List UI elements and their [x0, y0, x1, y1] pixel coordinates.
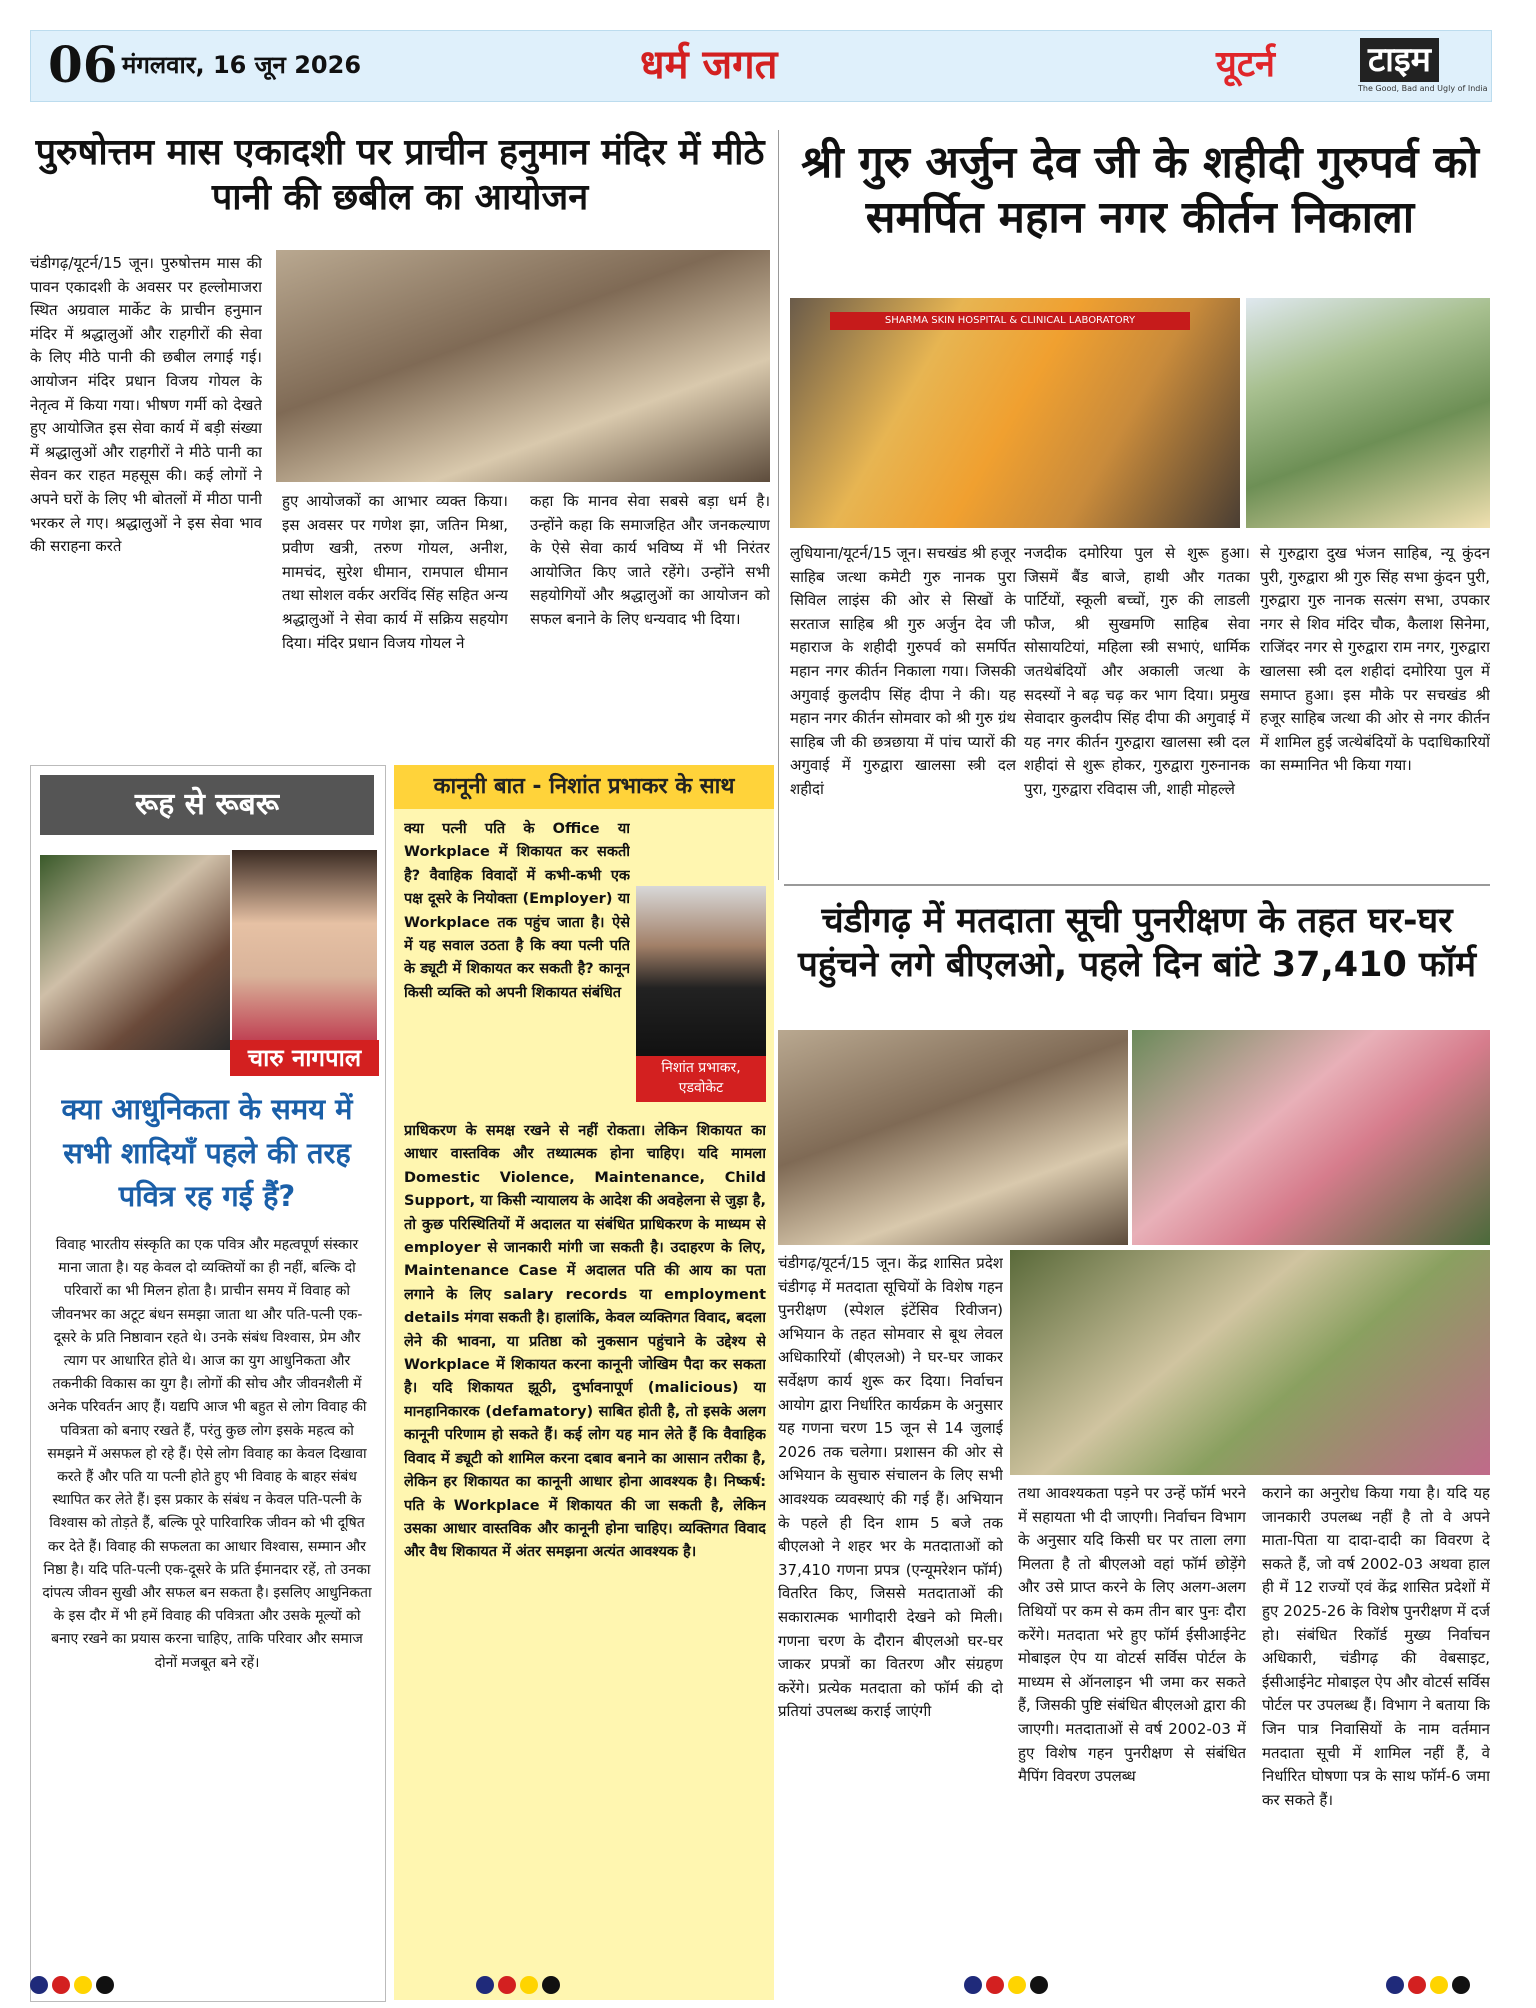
article2-col2: नजदीक दमोरिया पुल से शुरू हुआ। जिसमें बैंड बाजे, हाथी और गतका पार्टियों, स्कूली बच्चों, गुरु की लाडली फौज, श्री सुखमणि साहिब सेवा सोसायटियां, महिला स्त्री सभाएं, धार्मिक जतथेबंदियों और अकाली जत्था के सदस्यों ने बढ़ चढ़ कर भाग दिया। प्रमुख सेवादार कुलदीप सिंह दीपा की अगुवाई में यह नगर कीर्तन गुरुद्वारा खालसा स्त्री दल शहीदां से शुरू होकर, गुरुद्वारा गुरुनानक पुरा, गुरुद्वारा रविदास जी, शाही मोहल्ले — [1024, 544, 1250, 798]
registration-marks-center-right — [964, 1976, 1052, 1998]
lawyer-name: निशांत प्रभाकर, — [661, 1060, 741, 1076]
newspaper-logo — [1210, 34, 1490, 96]
logo-word-1: यूटर्न — [1216, 44, 1276, 85]
article5-headline: चंडीगढ़ में मतदाता सूची पुनरीक्षण के तहत घर-घर पहुंचने लगे बीएलओ, पहले दिन बांटे 37,410 फॉर्म — [797, 901, 1477, 985]
article5-photo-3 — [1010, 1250, 1490, 1475]
column-divider — [778, 130, 779, 880]
article5-photo-1 — [778, 1030, 1128, 1245]
article3-illustration — [40, 855, 235, 1050]
logo-tagline: The Good, Bad and Ugly of India — [1358, 84, 1488, 93]
article4-body-main: प्राधिकरण के समक्ष रखने से नहीं रोकता। लेकिन शिकायत का आधार वास्तविक और तथ्यात्मक होना चाहिए। यदि मामला Domestic Violence, Maintenance, Child Support, या किसी न्यायालय के आदेश की अवहेलना से जुड़ा है, तो कुछ परिस्थितियों में अदालत या संबंधित प्राधिकरण के माध्यम से employer से जानकारी मांगी जा सकती है। उदाहरण के लिए, Maintenance Case में अदालत पति की आय का पता लगाने के लिए salary records या employment details मंगवा सकती है। हालांकि, केवल व्यक्तिगत विवाद, बदला लेने की भावना, या प्रतिष्ठा को नुकसान पहुंचाने के उद्देश्य से Workplace में शिकायत करना कानूनी जोखिम पैदा कर सकता है। यदि शिकायत झूठी, दुर्भावनापूर्ण (malicious) या मानहानिकारक (defamatory) साबित होती है, तो इसके अलग कानूनी परिणाम हो सकते हैं। कई लोग यह मान लेते हैं कि वैवाहिक विवाद में ड्यूटी को शामिल करना दबाव बनाने का आसान तरीका है, लेकिन हर शिकायत का कानूनी आधार होना आवश्यक है। निष्कर्ष: पति के Workplace में शिकायत की जा सकती है, लेकिन उसका आधार वास्तविक और कानूनी होना चाहिए। व्यक्तिगत विवाद और वैध शिकायत में अंतर समझना अत्यंत आवश्यक है। — [404, 1123, 766, 1561]
article5-photo-2 — [1132, 1030, 1490, 1245]
article5-top-rule — [784, 884, 1490, 886]
registration-marks-left — [30, 1976, 118, 1998]
section-name: धर्म जगत — [640, 42, 778, 88]
registration-marks-right — [1386, 1976, 1474, 1998]
article1-col1: चंडीगढ़/यूटर्न/15 जून। पुरुषोत्तम मास की पावन एकादशी के अवसर पर हल्लोमाजरा स्थित अग्रवाल मार्केट के प्राचीन हनुमान मंदिर में श्रद्धालुओं और राहगीरों की सेवा के लिए मीठे पानी की छबील लगाई गई। आयोजन मंदिर प्रधान विजय गोयल के नेतृत्व में किया गया। भीषण गर्मी को देखते हुए आयोजित इस सेवा कार्य में बड़ी संख्या में श्रद्धालुओं और राहगीरों ने मीठे पानी का सेवन कर राहत महसूस की। कई लोगों ने अपने घरों के लिए भी बोतलों में मीठा पानी भरकर ले गए। श्रद्धालुओं ने इस सेवा भाव की सराहना करते — [30, 254, 262, 556]
article4-section-title: कानूनी बात - निशांत प्रभाकर के साथ — [394, 765, 774, 809]
article2-photo-2 — [1246, 298, 1490, 528]
article2-col1: लुधियाना/यूटर्न/15 जून। सचखंड श्री हजूर साहिब जत्था कमेटी गुरु नानक पुरा सिविल लाइंस की ओर से सिखों के सरताज साहिब श्री गुरु अर्जुन देव जी महाराज के शहीदी गुरुपर्व को समर्पित महान नगर कीर्तन निकाला गया। जिसकी अगुवाई कुलदीप सिंह दीपा ने की। यह महान नगर कीर्तन सोमवार को श्री गुरु ग्रंथ साहिब जी की छत्रछाया में पांच प्यारों की अगुवाई में गुरुद्वारा खालसा स्त्री दल शहीदां — [790, 544, 1016, 798]
article2-headline: श्री गुरु अर्जुन देव जी के शहीदी गुरुपर्व को समर्पित महान नगर कीर्तन निकाला — [801, 137, 1479, 243]
article5-col3: कराने का अनुरोध किया गया है। यदि यह जानकारी उपलब्ध नहीं है तो वे अपने माता-पिता या दादा-दादी का विवरण दे सकते हैं, जो वर्ष 2002-03 अथवा हाल ही में 12 राज्यों एवं केंद्र शासित प्रदेशों में हुए 2025-26 के विशेष पुनरीक्षण में दर्ज हो। संबंधित रिकॉर्ड मुख्य निर्वाचन अधिकारी, चंडीगढ़ की वेबसाइट, ईसीआईनेट मोबाइल ऐप और वोटर्स सर्विस पोर्टल पर उपलब्ध हैं। विभाग ने बताया कि जिन पात्र निवासियों के नाम वर्तमान मतदाता सूची में शामिल नहीं हैं, वे निर्धारित घोषणा पत्र के साथ फॉर्म-6 जमा कर सकते हैं। — [1262, 1484, 1490, 1809]
registration-marks-center-left — [476, 1976, 564, 1998]
article3-section-title: रूह से रूबरू — [40, 775, 374, 835]
article5-col2: तथा आवश्यकता पड़ने पर उन्हें फॉर्म भरने में सहायता भी दी जाएगी। निर्वाचन विभाग के अनुसार यदि किसी घर पर ताला लगा मिलता है तो बीएलओ वहां फॉर्म छोड़ेंगे और उसे प्राप्त करने के लिए अलग-अलग तिथियों पर कम से कम तीन बार पुनः दौरा करेंगे। मतदाता भरे हुए फॉर्म ईसीआईनेट मोबाइल ऐप या वोटर्स सर्विस पोर्टल के माध्यम से ऑनलाइन भी जमा कर सकते हैं, जिसकी पुष्टि संबंधित बीएलओ द्वारा की जाएगी। मतदाताओं से वर्ष 2002-03 में हुए विशेष गहन पुनरीक्षण से संबंधित मैपिंग विवरण उपलब्ध — [1018, 1484, 1246, 1786]
logo-word-2: टाइम — [1360, 38, 1439, 82]
author-name: चारु नागपाल — [230, 1040, 379, 1076]
author-portrait — [230, 848, 379, 1062]
article5-col1: चंडीगढ़/यूटर्न/15 जून। केंद्र शासित प्रदेश चंडीगढ़ में मतदाता सूचियों के विशेष गहन पुनरीक्षण (स्पेशल इंटेंसिव रिवीजन) अभियान के तहत सोमवार से बूथ लेवल अधिकारियों (बीएलओ) ने घर-घर जाकर सर्वेक्षण कार्य शुरू कर दिया। निर्वाचन आयोग द्वारा निर्धारित कार्यक्रम के अनुसार यह गणना चरण 15 जून से 14 जुलाई 2026 तक चलेगा। प्रशासन की ओर से अभियान के सुचारु संचालन के लिए सभी आवश्यक व्यवस्थाएं की गई हैं। अभियान के पहले ही दिन शाम 5 बजे तक बीएलओ ने शहर भर के मतदाताओं को 37,410 गणना प्रपत्र (एन्यूमरेशन फॉर्म) वितरित किए, जिससे मतदाताओं की सकारात्मक भागीदारी देखने को मिली। गणना चरण के दौरान बीएलओ घर-घर जाकर प्रपत्रों का वितरण और संग्रहण करेंगे। प्रत्येक मतदाता को फॉर्म की दो प्रतियां उपलब्ध कराई जाएंगी — [778, 1254, 1003, 1721]
article3-body: विवाह भारतीय संस्कृति का एक पवित्र और महत्वपूर्ण संस्कार माना जाता है। यह केवल दो व्यक्तियों का ही नहीं, बल्कि दो परिवारों का भी मिलन होता है। प्राचीन समय में विवाह को जीवनभर का अटूट बंधन समझा जाता था और पति-पत्नी एक-दूसरे के प्रति निष्ठावान रहते थे। उनके संबंध विश्वास, प्रेम और त्याग पर आधारित होते थे। आज का युग आधुनिकता और तकनीकी विकास का युग है। लोगों की सोच और जीवनशैली में अनेक परिवर्तन आए हैं। यद्यपि आज भी बहुत से लोग विवाह की पवित्रता को बनाए रखते हैं, परंतु कुछ लोग इसके महत्व को समझने में असफल हो रहे हैं। ऐसे लोग विवाह का केवल दिखावा करते हैं और पति या पत्नी होते हुए भी विवाह के बाहर संबंध स्थापित कर लेते हैं। इस प्रकार के संबंध न केवल पति-पत्नी के विश्वास को तोड़ते हैं, बल्कि पूरे पारिवारिक जीवन को भी दूषित कर देते हैं। विवाह की सफलता का आधार विश्वास, सम्मान और निष्ठा है। यदि पति-पत्नी एक-दूसरे के प्रति ईमानदार रहें, तो उनका दांपत्य जीवन सुखी और सफल बन सकता है। इसलिए आधुनिकता के इस दौर में भी हमें विवाह की पवित्रता और उसके मूल्यों को बनाए रखने का प्रयास करना चाहिए, ताकि परिवार और समाज दोनों मजबूत बने रहें। — [42, 1237, 372, 1671]
article1-col3: कहा कि मानव सेवा सबसे बड़ा धर्म है। उन्होंने कहा कि समाजहित और जनकल्याण के ऐसे सेवा कार्य भविष्य में भी निरंतर आयोजित किए जाते रहेंगे। उन्होंने सभी सहयोगियों और श्रद्धालुओं का आयोजन को सफल बनाने के लिए धन्यवाद भी दिया। — [530, 492, 770, 628]
issue-date: मंगलवार, 16 जून 2026 — [122, 51, 362, 79]
photo-signboard: SHARMA SKIN HOSPITAL & CLINICAL LABORATORY — [830, 312, 1190, 330]
lawyer-caption — [636, 1056, 766, 1102]
article2-col3: से गुरुद्वारा दुख भंजन साहिब, न्यू कुंदन पुरी, गुरुद्वारा श्री गुरु सिंह सभा कुंदन पुरी, गुरुद्वारा गुरु नानक सत्संग सभा, उपकार नगर से शिव मंदिर चौक, कैलाश सिनेमा, राजिंदर नगर से गुरुद्वारा राम नगर, गुरुद्वारा खालसा स्त्री दल शहीदां दमोरिया पुल में समाप्त हुआ। इस मौके पर सचखंड श्री हजूर साहिब जत्था की ओर से नगर कीर्तन में शामिल हुई जत्थेबंदियों के पदाधिकारियों का सम्मानित भी किया गया। — [1260, 544, 1490, 775]
page-number: 06 — [48, 35, 118, 94]
article4-body-top: क्या पत्नी पति के Office या Workplace में शिकायत कर सकती है? वैवाहिक विवादों में कभी-कभी एक पक्ष दूसरे के नियोक्ता (Employer) या Workplace तक पहुंच जाता है। ऐसे में यह सवाल उठता है कि क्या पत्नी पति के ड्यूटी में शिकायत कर सकती है? कानून किसी व्यक्ति को अपनी शिकायत संबंधित — [404, 821, 630, 1001]
article1-headline: पुरुषोत्तम मास एकादशी पर प्राचीन हनुमान मंदिर में मीठे पानी की छबील का आयोजन — [35, 132, 765, 218]
article1-photo — [276, 250, 770, 482]
article2-photo-1 — [790, 298, 1240, 528]
lawyer-portrait — [636, 886, 766, 1056]
article3-headline: क्या आधुनिकता के समय में सभी शादियाँ पहले की तरह पवित्र रह गई हैं? — [61, 1092, 353, 1213]
lawyer-title: एडवोकेट — [678, 1080, 724, 1096]
article1-col2: हुए आयोजकों का आभार व्यक्त किया। इस अवसर पर गणेश झा, जतिन मिश्रा, प्रवीण खत्री, तरुण गोयल, अनीश, मामचंद, सुरेश धीमान, रामपाल धीमान तथा सोशल वर्कर अरविंद सिंह सहित अन्य श्रद्धालुओं ने सेवा कार्य में सक्रिय सहयोग दिया। मंदिर प्रधान विजय गोयल ने — [282, 492, 508, 652]
